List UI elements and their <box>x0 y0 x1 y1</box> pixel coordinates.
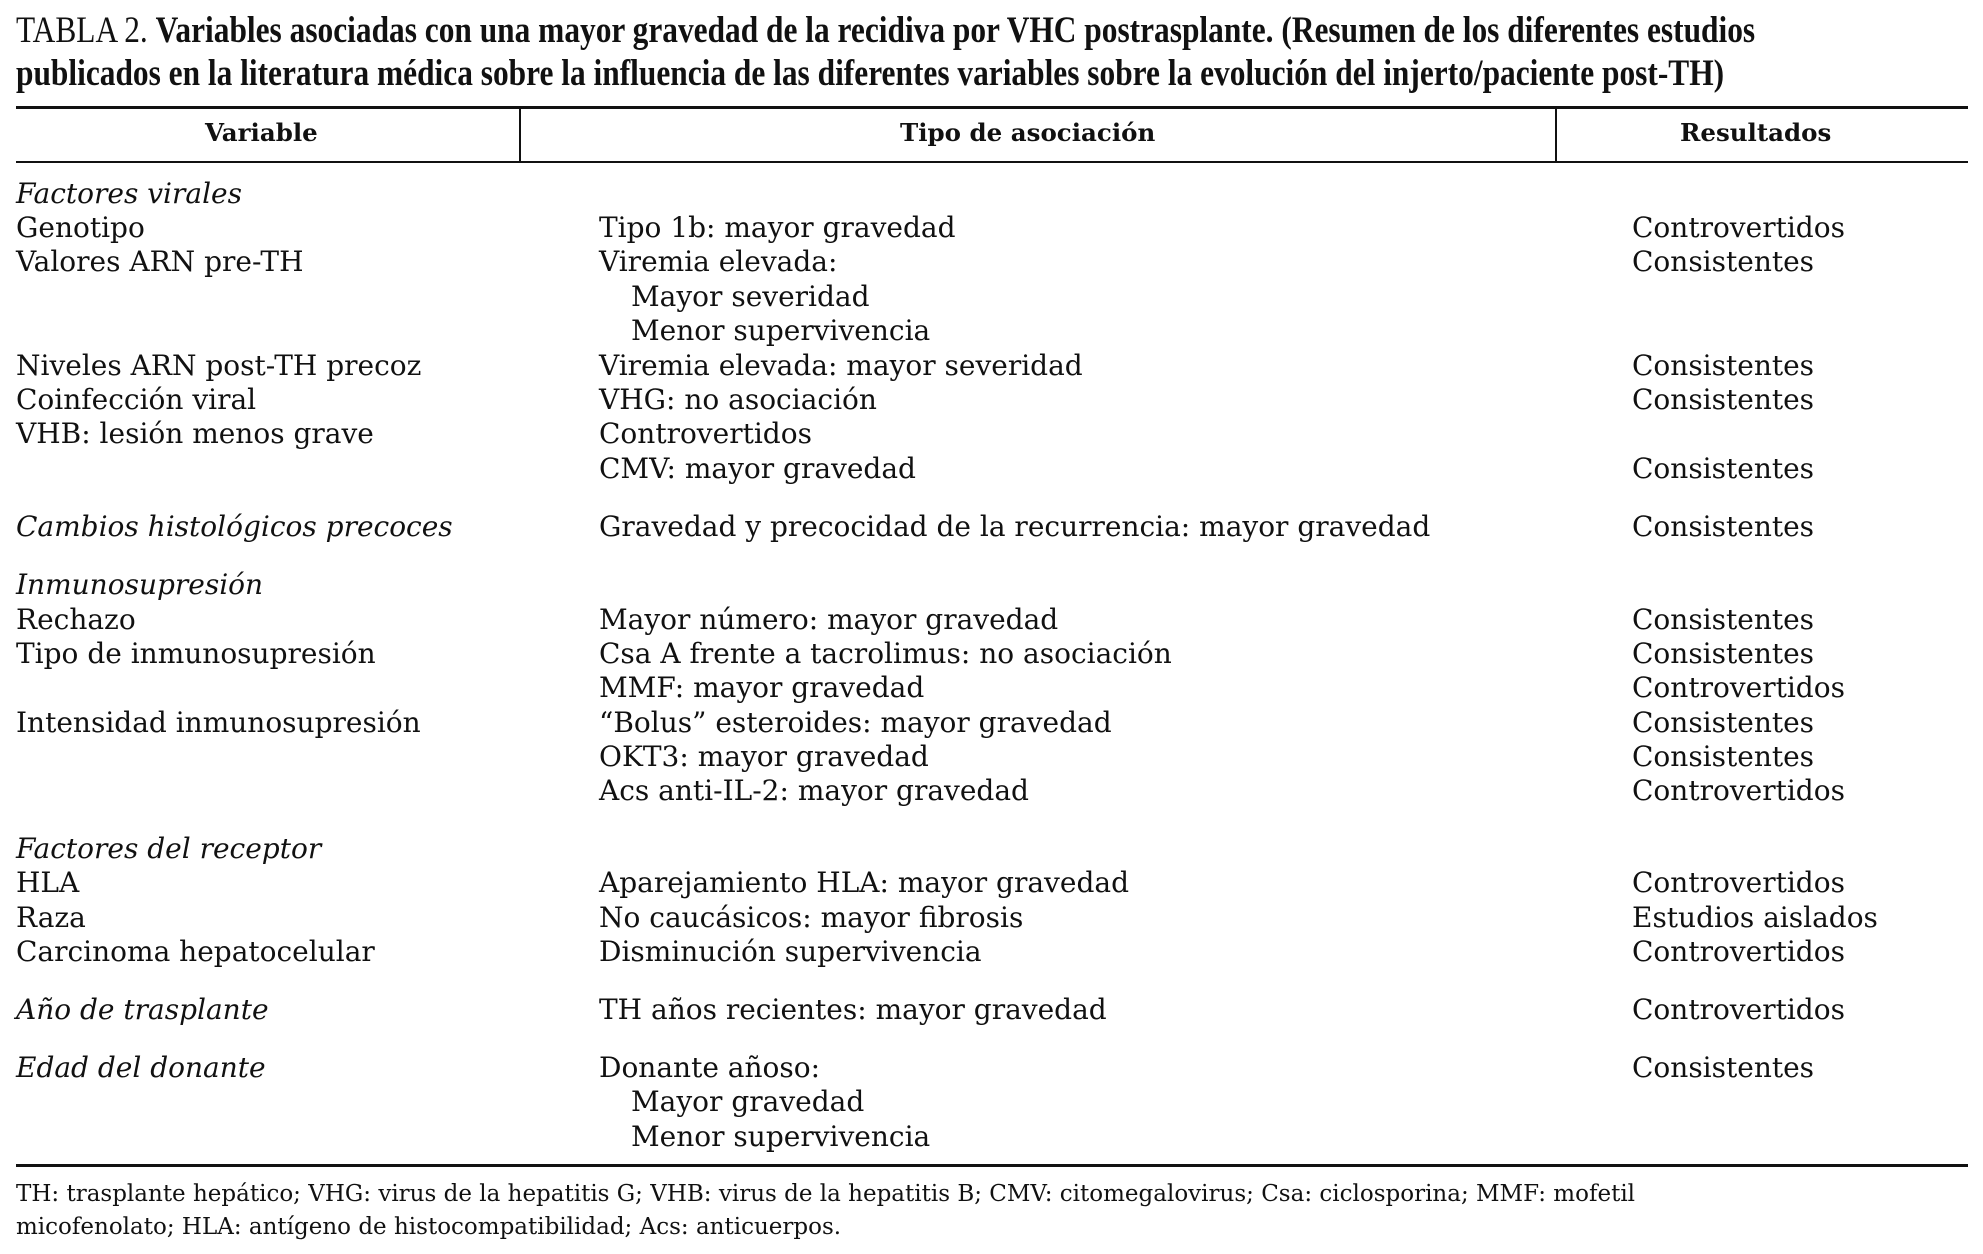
result-cell: Consistentes <box>1632 452 1815 485</box>
association-cell: MMF: mayor gravedad <box>599 671 925 704</box>
column-divider-1 <box>519 107 521 163</box>
bottom-rule <box>16 1164 1968 1167</box>
result-cell: Consistentes <box>1632 706 1815 739</box>
header-resultados: Resultados <box>1680 118 1832 147</box>
column-divider-2 <box>1555 107 1557 163</box>
variable-cell: Intensidad inmunosupresión <box>16 706 421 739</box>
result-cell: Consistentes <box>1632 245 1815 278</box>
header-tipo: Tipo de asociación <box>900 118 1156 147</box>
caption-line-1 <box>16 8 1756 51</box>
result-cell: Controvertidos <box>1632 211 1845 244</box>
association-cell: Disminución supervivencia <box>599 935 982 968</box>
association-cell: VHG: no asociación <box>599 383 877 416</box>
header-rule <box>16 161 1968 163</box>
association-cell: CMV: mayor gravedad <box>599 452 916 485</box>
result-cell: Consistentes <box>1632 510 1815 543</box>
variable-cell: Carcinoma hepatocelular <box>16 935 375 968</box>
result-cell: Consistentes <box>1632 349 1815 382</box>
variable-cell: HLA <box>16 866 80 899</box>
table-caption <box>16 8 1756 94</box>
association-subitem: Menor supervivencia <box>631 314 931 347</box>
result-cell: Consistentes <box>1632 603 1815 636</box>
association-cell: Aparejamiento HLA: mayor gravedad <box>599 866 1129 899</box>
association-cell: Gravedad y precocidad de la recurrencia: mayor gravedad <box>599 510 1431 543</box>
association-cell: TH años recientes: mayor gravedad <box>599 993 1107 1026</box>
table-title-part-2: publicados en la literatura médica sobre la influencia de las diferentes variables sobre la evolución del injerto/paciente post-TH) <box>16 52 1725 93</box>
header-variable: Variable <box>205 118 318 147</box>
result-cell: Controvertidos <box>1632 866 1845 899</box>
top-rule <box>16 106 1968 109</box>
category-label: Edad del donante <box>16 1051 266 1084</box>
association-cell: Acs anti-IL-2: mayor gravedad <box>599 774 1029 807</box>
category-label: Año de trasplante <box>16 993 269 1026</box>
result-cell: Controvertidos <box>1632 993 1845 1026</box>
category-label: Cambios histológicos precoces <box>16 510 453 543</box>
association-subitem: Mayor severidad <box>631 280 870 313</box>
result-cell: Estudios aislados <box>1632 901 1878 934</box>
association-cell: Tipo 1b: mayor gravedad <box>599 211 956 244</box>
variable-cell: VHB: lesión menos grave <box>16 417 374 450</box>
variable-cell: Valores ARN pre-TH <box>16 245 304 278</box>
variable-cell: Coinfección viral <box>16 383 257 416</box>
variable-cell: Genotipo <box>16 211 145 244</box>
category-label: Factores del receptor <box>16 832 322 865</box>
variable-cell: Raza <box>16 901 86 934</box>
result-cell: Consistentes <box>1632 1051 1815 1084</box>
association-cell: Donante añoso: <box>599 1051 821 1084</box>
result-cell: Controvertidos <box>1632 774 1845 807</box>
table-title-part-1: Variables asociadas con una mayor gravedad de la recidiva por VHC postrasplante. (Resumen de los diferentes estudios <box>155 9 1756 50</box>
result-cell: Consistentes <box>1632 637 1815 670</box>
association-cell: No caucásicos: mayor fibrosis <box>599 901 1024 934</box>
variable-cell: Rechazo <box>16 603 136 636</box>
result-cell: Controvertidos <box>1632 935 1845 968</box>
association-cell: Viremia elevada: mayor severidad <box>599 349 1083 382</box>
result-cell: Consistentes <box>1632 383 1815 416</box>
footnote-line-1: TH: trasplante hepático; VHG: virus de la hepatitis G; VHB: virus de la hepatitis B; CMV: citomegalovirus; Csa: ciclosporina; MMF: mofetil <box>16 1181 1636 1207</box>
variable-cell: Niveles ARN post-TH precoz <box>16 349 422 382</box>
table-footnote <box>16 1178 1916 1244</box>
association-cell: Mayor número: mayor gravedad <box>599 603 1059 636</box>
footnote-line-2: micofenolato; HLA: antígeno de histocompatibilidad; Acs: anticuerpos. <box>16 1214 842 1240</box>
category-label: Inmunosupresión <box>16 568 264 601</box>
association-cell: “Bolus” esteroides: mayor gravedad <box>599 706 1112 739</box>
association-subitem: Mayor gravedad <box>631 1085 865 1118</box>
result-cell: Consistentes <box>1632 740 1815 773</box>
association-subitem: Menor supervivencia <box>631 1120 931 1153</box>
variable-cell: Tipo de inmunosupresión <box>16 637 376 670</box>
category-label: Factores virales <box>16 177 242 210</box>
association-cell: Viremia elevada: <box>599 245 838 278</box>
result-cell: Controvertidos <box>1632 671 1845 704</box>
association-cell: Csa A frente a tacrolimus: no asociación <box>599 637 1172 670</box>
association-cell: OKT3: mayor gravedad <box>599 740 929 773</box>
table-label: TABLA 2. <box>16 9 148 50</box>
association-cell: Controvertidos <box>599 417 812 450</box>
